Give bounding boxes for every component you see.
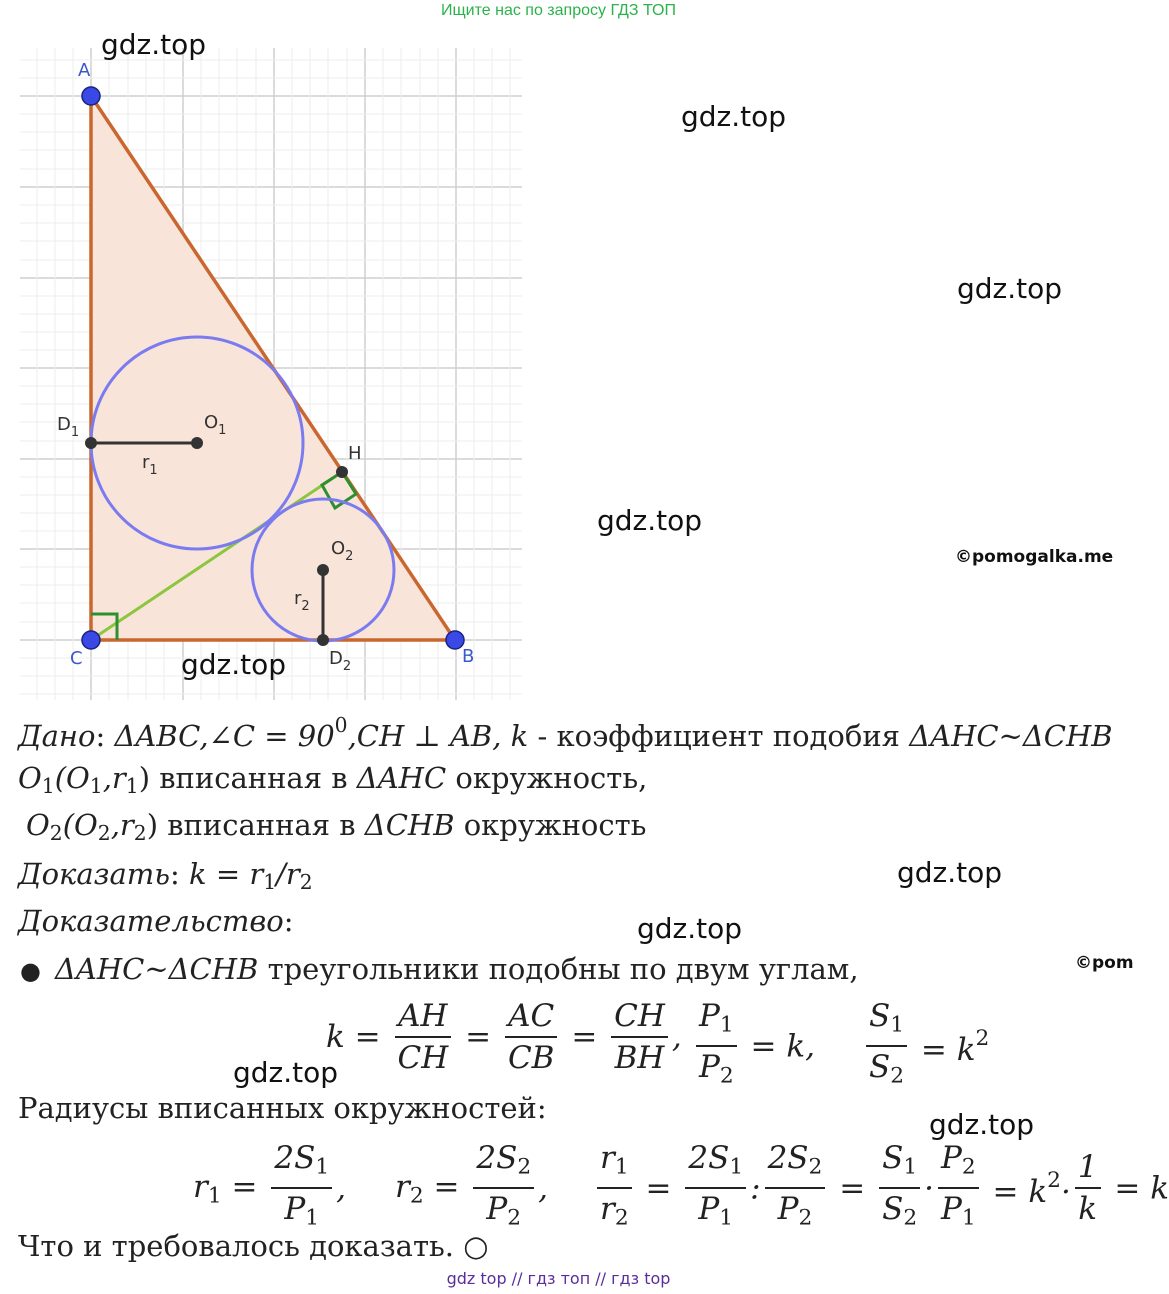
label-o2: $O_2$ xyxy=(331,538,354,564)
bullet-math: ΔAHC~ΔCHB xyxy=(54,952,259,986)
top-banner: Ищите нас по запросу ГДЗ ТОП xyxy=(441,2,676,19)
footer: gdz top // гдз топ // гдз top xyxy=(446,1269,671,1288)
line-o2 xyxy=(26,808,646,845)
o1-args-sub: 1 xyxy=(89,774,103,799)
watermark-1: gdz.top xyxy=(101,28,207,61)
prove-sub2: 2 xyxy=(299,870,313,895)
frac-ah-ch: $\frac{AH}{CH}$ xyxy=(394,996,451,1078)
o2-close: ) xyxy=(146,808,159,842)
o2-args: (O xyxy=(62,808,98,842)
proof-word: Доказательство xyxy=(18,904,284,938)
given-perp: ,CH ⊥ AB, k xyxy=(347,719,529,754)
watermark-4: gdz.top xyxy=(597,504,703,537)
prove-word: Доказать xyxy=(18,857,171,891)
copyright-mark-cut: ©pom xyxy=(1075,953,1134,973)
o2-args-sub: 2 xyxy=(97,821,111,846)
o2-r-sub: 2 xyxy=(133,821,147,846)
o2-symbol: O xyxy=(26,808,50,842)
o1-sub: 1 xyxy=(41,774,55,799)
o1-text: вписанная в xyxy=(150,761,357,795)
label-r2: $r_2$ xyxy=(294,588,310,614)
copyright-mark: ©pomogalka.me xyxy=(955,547,1114,567)
frac-ac-cb: $\frac{AC}{CB}$ xyxy=(505,996,558,1078)
bullet-dot: ● xyxy=(20,957,41,985)
geometry-figure xyxy=(18,45,528,705)
formula-ratio: $\frac{r_1}{r_2}$ = $\frac{2S_1}{P_1}$ : $\frac{2S_2}{P_2}$ = $\frac{S_1}{S_2}$ · $\frac{P_2}{P_1}$ = $k^2\cdot$ $\frac{1}{k}$ = k xyxy=(593,1138,1169,1239)
bullet-text: треугольники подобны по двум углам, xyxy=(258,952,859,986)
given-tail: - коэффициент подобия xyxy=(528,719,910,754)
o1-end: окружность, xyxy=(446,761,648,795)
formula-k: k = $\frac{AH}{CH}$ = $\frac{AC}{CB}$ = $\frac{CH}{BH}$ , xyxy=(326,998,682,1076)
frac-p1-p2: $\frac{P_1}{P_2}$ xyxy=(696,996,737,1097)
watermark-6: gdz.top xyxy=(897,856,1003,889)
frac-1-k: $\frac{1}{k}$ xyxy=(1075,1147,1101,1229)
frac-s1-s2-b: $\frac{S_1}{S_2}$ xyxy=(879,1138,920,1239)
watermark-3: gdz.top xyxy=(957,272,1063,305)
o2-end: окружность xyxy=(454,808,647,842)
formula-s: $\frac{S_1}{S_2}$ = $k^2$ xyxy=(862,996,989,1097)
proof-heading: Доказательство: xyxy=(18,904,294,938)
given-sim: ΔAHC~ΔCHB xyxy=(909,719,1113,754)
label-o1: $O_1$ xyxy=(204,412,227,438)
formula-r1: $r_1$ = $\frac{2S_1}{P_1}$ , xyxy=(193,1138,346,1239)
watermark-9: gdz.top xyxy=(929,1108,1035,1141)
frac-s1-s2: $\frac{S_1}{S_2}$ xyxy=(866,996,907,1097)
o1-close: ) xyxy=(138,761,151,795)
given-word: Дано xyxy=(18,719,96,754)
label-c: C xyxy=(70,648,83,669)
point-a xyxy=(82,87,100,105)
o2-tri: ΔCHB xyxy=(364,808,455,842)
watermark-2: gdz.top xyxy=(681,100,787,133)
point-o1 xyxy=(191,437,203,449)
frac-r1-r2: $\frac{r_1}{r_2}$ xyxy=(597,1138,632,1239)
given-math: ΔABC,∠C = 90 xyxy=(114,719,335,754)
point-o2 xyxy=(317,564,329,576)
label-h: H xyxy=(348,443,362,464)
o1-args: (O xyxy=(54,761,90,795)
o2-text: вписанная в xyxy=(158,808,365,842)
o2-sub: 2 xyxy=(49,821,63,846)
prove-slash: /r xyxy=(276,857,300,891)
label-d2: $D_2$ xyxy=(329,648,352,674)
prove-line: Доказать: $k = r_1/r_2$ xyxy=(18,857,313,895)
label-a: A xyxy=(78,60,91,81)
o1-symbol: O xyxy=(18,761,42,795)
point-h xyxy=(336,466,348,478)
bullet-line xyxy=(20,952,859,986)
watermark-5: gdz.top xyxy=(181,648,287,681)
o2-r: ,r xyxy=(110,808,134,842)
label-b: B xyxy=(462,646,475,667)
point-c xyxy=(82,631,100,649)
point-d2 xyxy=(317,634,329,646)
label-r1: $r_1$ xyxy=(142,452,158,478)
formula-r2: $r_2$ = $\frac{2S_2}{P_2}$ , xyxy=(395,1138,548,1239)
o1-tri: ΔAHC xyxy=(356,761,447,795)
frac-2s1-p1: $\frac{2S_1}{P_1}$ xyxy=(271,1138,332,1239)
frac-2s1-p1-b: $\frac{2S_1}{P_1}$ xyxy=(685,1138,746,1239)
label-d1: $D_1$ xyxy=(57,414,80,440)
o1-r: ,r xyxy=(102,761,126,795)
point-d1 xyxy=(85,437,97,449)
frac-p2-p1: $\frac{P_2}{P_1}$ xyxy=(938,1138,979,1239)
degree-sup: 0 xyxy=(334,713,348,737)
prove-math: k = r xyxy=(189,857,264,891)
watermark-7: gdz.top xyxy=(637,912,743,945)
conclusion-line: Что и требовалось доказать. ○ xyxy=(18,1229,489,1263)
frac-2s2-p2: $\frac{2S_2}{P_2}$ xyxy=(473,1138,534,1239)
line-o1 xyxy=(18,761,647,798)
frac-ch-bh: $\frac{CH}{BH}$ xyxy=(611,996,668,1078)
o1-r-sub: 1 xyxy=(125,774,139,799)
frac-2s2-p2-b: $\frac{2S_2}{P_2}$ xyxy=(765,1138,826,1239)
prove-sub1: 1 xyxy=(263,870,277,895)
formula-p: $\frac{P_1}{P_2}$ = k, xyxy=(692,996,815,1097)
watermark-8: gdz.top xyxy=(233,1056,339,1089)
radii-line: Радиусы вписанных окружностей: xyxy=(18,1091,547,1125)
given-line: Дано: ΔABC,∠C = $90^0,CH$ ⊥ AB, k - коэффициент подобия ΔAHC~ΔCHB xyxy=(18,713,1113,754)
